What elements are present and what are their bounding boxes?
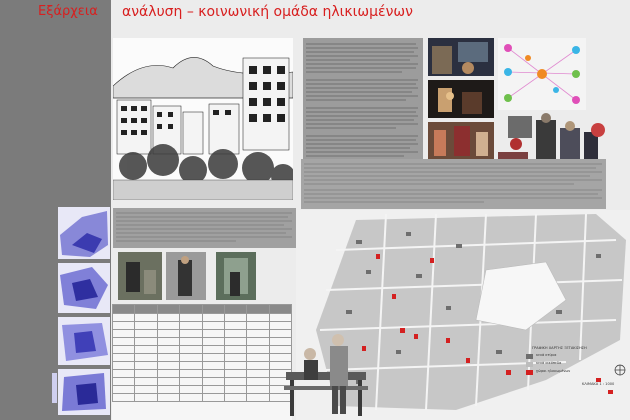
map-legend [522, 344, 630, 420]
table-row [113, 378, 292, 386]
legend-label: κενά οικόπεδα [536, 361, 562, 365]
table-row [113, 330, 292, 338]
legend-heading: ΓΡΑΦΙΚΗ ΧΑΡΤΗΣ ΞΕΤΑΚΙΣΗΣΗ [532, 346, 587, 350]
legend-label: χώροι ηλικιωμένων [536, 369, 571, 373]
text-block-middle-lines [304, 162, 604, 206]
table-row [113, 354, 292, 362]
table-row [113, 362, 292, 370]
sidebar-thumbnails [52, 205, 112, 420]
legend-label: κενά κτίρια [536, 353, 557, 357]
photo-row [118, 252, 293, 302]
table-row [113, 305, 292, 314]
text-block-left-lines [116, 211, 294, 247]
street-sketch [113, 38, 293, 200]
legend-swatch [526, 370, 533, 375]
social-diagram [498, 38, 586, 110]
table-row [113, 338, 292, 346]
table-row [113, 314, 292, 322]
photo-column [428, 38, 494, 160]
bench-illustration [280, 332, 370, 420]
table-row [113, 370, 292, 378]
page-title: ανάλυση – κοινωνική ομάδα ηλικιωμένων [122, 4, 413, 20]
north-arrow-icon [614, 364, 626, 376]
legend-swatch [526, 362, 533, 367]
table-row [113, 322, 292, 330]
table-row [113, 386, 292, 394]
legend-swatch [526, 354, 533, 359]
table-row [113, 346, 292, 354]
data-table [112, 304, 292, 420]
table-row [113, 394, 292, 402]
title-exarcheia: Εξάρχεια [38, 4, 98, 19]
scale-label: ΚΛΙΜΑΚΑ 1 : 1000 [582, 382, 615, 386]
